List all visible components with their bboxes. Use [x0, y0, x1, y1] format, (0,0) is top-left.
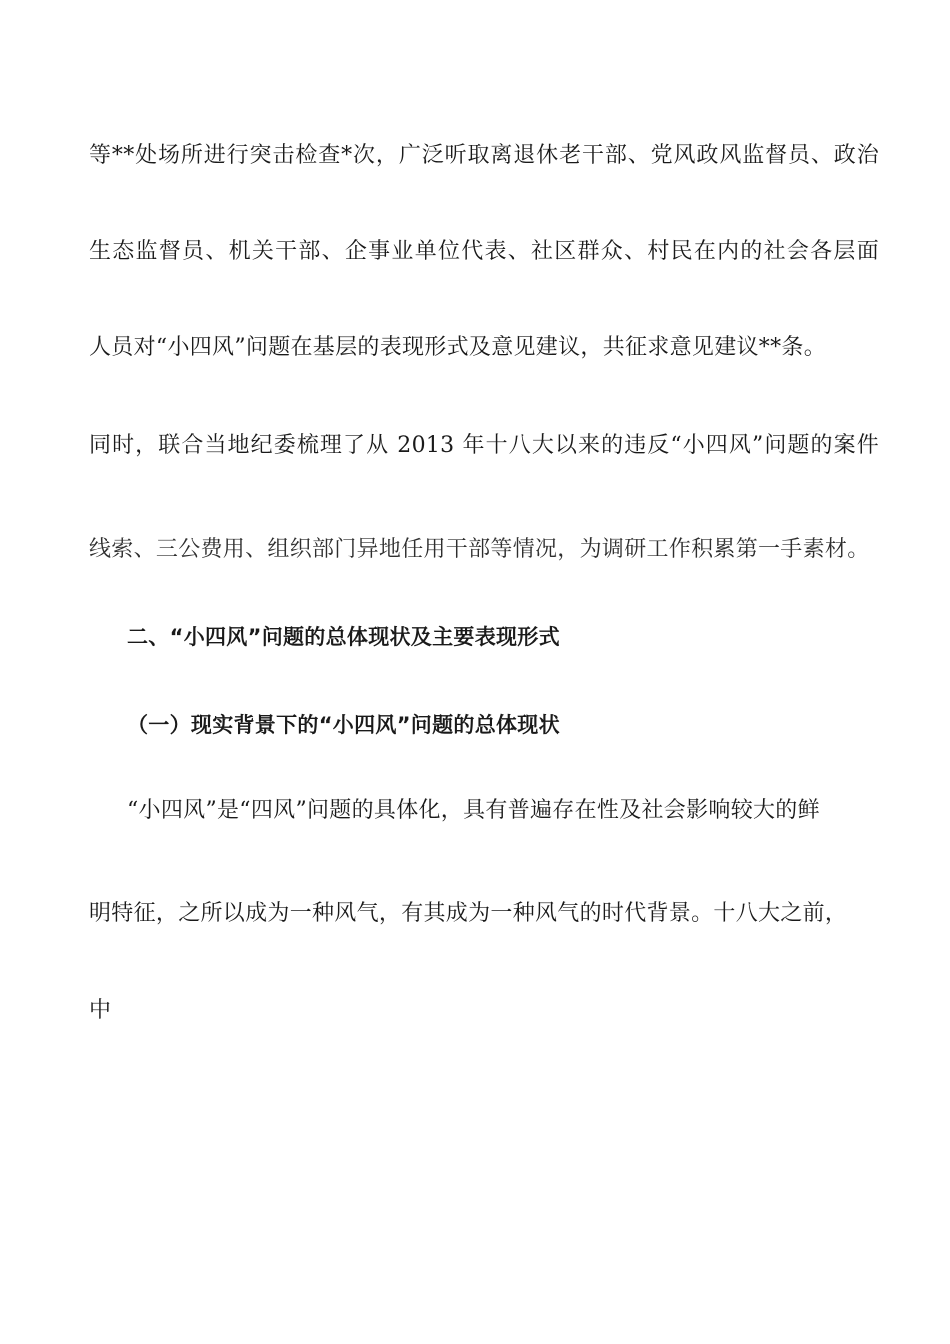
body-text-line: 人员对“小四风”问题在基层的表现形式及意见建议，共征求意见建议**条。 [89, 335, 826, 360]
body-text-line: 线索、三公费用、组织部门异地任用干部等情况，为调研工作积累第一手素材。 [89, 537, 870, 562]
body-text-line: 生态监督员、机关干部、企事业单位代表、社区群众、村民在内的社会各层面 [89, 239, 879, 264]
body-text-line: 明特征，之所以成为一种风气，有其成为一种风气的时代背景。十八大之前， [89, 901, 848, 926]
subsection-heading: （一）现实背景下的“小四风”问题的总体现状 [127, 713, 560, 737]
section-heading: 二、“小四风”问题的总体现状及主要表现形式 [127, 625, 560, 649]
body-text-line: 等**处场所进行突击检查*次，广泛听取离退休老干部、党风政风监督员、政治 [89, 143, 879, 168]
body-text-line: “小四风”是“四风”问题的具体化，具有普遍存在性及社会影响较大的鲜 [127, 798, 820, 823]
body-text-line: 同时，联合当地纪委梳理了从 2013 年十八大以来的违反“小四风”问题的案件 [89, 433, 879, 458]
body-text-line: 中 [89, 998, 112, 1023]
